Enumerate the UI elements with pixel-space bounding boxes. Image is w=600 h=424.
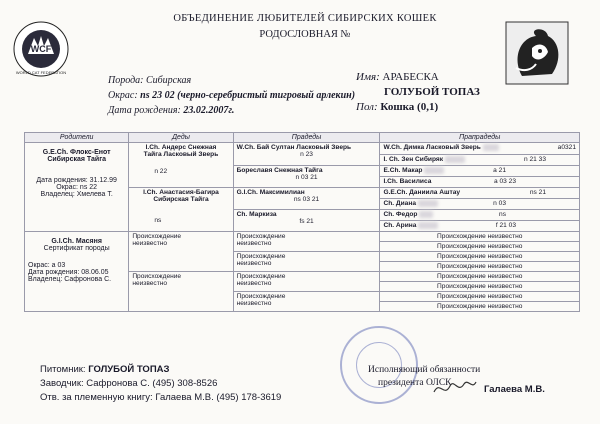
org-title: ОБЪЕДИНЕНИЕ ЛЮБИТЕЛЕЙ СИБИРСКИХ КОШЕК — [173, 13, 437, 24]
grandparent-cell: Происхождение неизвестно — [129, 272, 233, 312]
ggp-cell: Происхождение неизвестно — [233, 272, 380, 292]
ggp-cell: Бореславя Снежная Тайга n 03 21 — [233, 166, 380, 188]
breeder-line: Заводчик: Сафронова С. (495) 308-8526 — [40, 378, 218, 389]
gggp-cell: Происхождение неизвестно — [380, 292, 580, 302]
exec-title-2: президента ОЛСК — [378, 378, 452, 388]
col-header: Прадеды — [233, 133, 380, 143]
col-header: Прапрадеды — [380, 133, 580, 143]
father-cell: G.E.Ch. Флокс-Енот Сибирская Тайга Дата рождения: 31.12.99 Окрас: ns 22 Владелец: Хмелева Т. — [25, 143, 129, 232]
ggp-cell: Ch. Маркиза fs 21 — [233, 210, 380, 232]
gggp-cell: Ch. Арина xxxxxx f 21 03 — [380, 221, 580, 232]
mother-cell: G.I.Ch. Масяня Сертификат породы Окрас: a 03 Дата рождения: 08.06.05 Владелец: Сафронова С. — [25, 232, 129, 312]
cat-name-cattery: ГОЛУБОЙ ТОПАЗ — [384, 86, 480, 98]
gggp-cell: Ch. Федор xxxx ns — [380, 210, 580, 221]
exec-title: Исполняющий обязанности — [368, 365, 481, 375]
grandparent-cell: I.Ch. Анастасия-Багира Сибирская Тайга ns — [129, 188, 233, 232]
gggp-cell: Происхождение неизвестно — [380, 302, 580, 312]
studbook-line: Отв. за племенную книгу: Галаева М.В. (495) 178-3619 — [40, 392, 282, 403]
gggp-cell: I.Ch. Василиса a 03 23 — [380, 177, 580, 188]
gggp-cell: Происхождение неизвестно — [380, 282, 580, 292]
cat-sex: Пол: Кошка (0,1) — [356, 101, 439, 113]
gggp-cell: E.Ch. Макар xxxxxx a 21 — [380, 166, 580, 177]
grandparent-cell: I.Ch. Андерс Снежная Тайга Ласковый Зверь n 22 — [129, 143, 233, 188]
ggp-cell: Происхождение неизвестно — [233, 232, 380, 252]
signer-name: Галаева М.В. — [484, 384, 545, 395]
ggp-cell: W.Ch. Бай Султан Ласковый Зверь n 23 — [233, 143, 380, 166]
cat-name: Имя: АРАБЕСКА — [356, 71, 439, 83]
color-line: Окрас: ns 23 02 (черно-серебристый тигровый арлекин) — [108, 90, 356, 101]
gggp-cell: W.Ch. Димка Ласковый Зверь xxxxx a0321 — [380, 143, 580, 155]
signature-icon — [430, 372, 480, 402]
gggp-cell: Происхождение неизвестно — [380, 262, 580, 272]
gggp-cell: I. Ch. Зен Сибиряк xxxxxx n 21 33 — [380, 155, 580, 166]
gggp-cell: Происхождение неизвестно — [380, 272, 580, 282]
ggp-cell: G.I.Ch. Максимилиан ns 03 21 — [233, 188, 380, 210]
svg-text:WORLD CAT FEDERATION: WORLD CAT FEDERATION — [15, 70, 67, 75]
ggp-cell: Происхождение неизвестно — [233, 292, 380, 312]
gggp-cell: Происхождение неизвестно — [380, 232, 580, 242]
gggp-cell: Ch. Диана xxxxxx n 03 — [380, 199, 580, 210]
gggp-cell: G.E.Ch. Даниила Аштау ns 21 — [380, 188, 580, 199]
dob-line: Дата рождения: 23.02.2007г. — [108, 105, 235, 116]
col-header: Деды — [129, 133, 233, 143]
gggp-cell: Происхождение неизвестно — [380, 252, 580, 262]
grandparent-cell: Происхождение неизвестно — [129, 232, 233, 272]
ggp-cell: Происхождение неизвестно — [233, 252, 380, 272]
gggp-cell: Происхождение неизвестно — [380, 242, 580, 252]
document-title: РОДОСЛОВНАЯ № — [259, 29, 351, 40]
pedigree-table — [24, 132, 580, 312]
breed-line: Порода: Сибирская — [108, 75, 192, 86]
col-header: Родители — [25, 133, 129, 143]
svg-text:WCF: WCF — [30, 44, 52, 54]
cat-emblem-icon — [502, 18, 572, 88]
cattery-line: Питомник: ГОЛУБОЙ ТОПАЗ — [40, 364, 170, 375]
wcf-logo — [12, 20, 70, 78]
